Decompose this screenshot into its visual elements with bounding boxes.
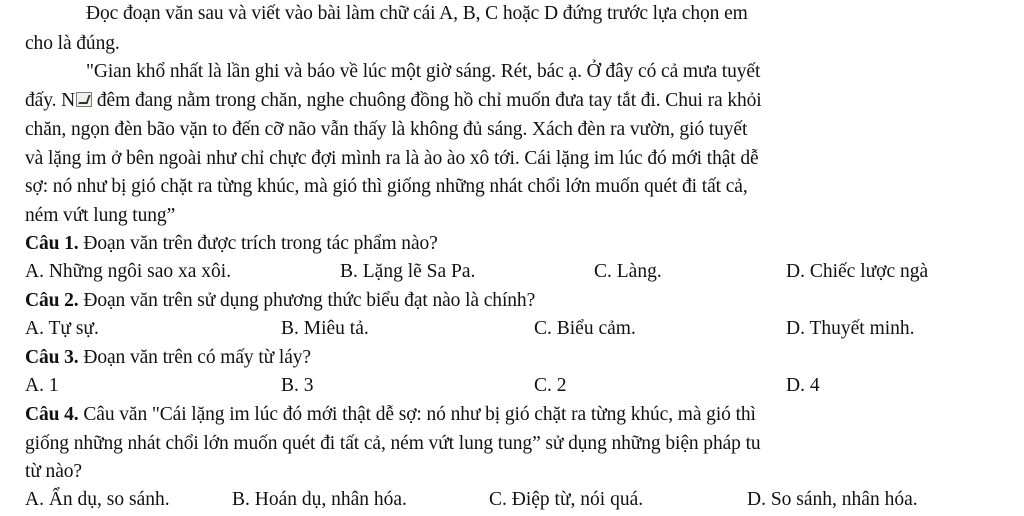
q4-option-c: C. Điệp từ, nói quá. (489, 489, 644, 510)
passage-line-6: ném vứt lung tung” (25, 205, 176, 226)
question-3-text: Đoạn văn trên có mấy từ láy? (78, 347, 311, 368)
question-1-label: Câu 1. (25, 233, 79, 254)
question-1-text: Đoạn văn trên được trích trong tác phẩm nào? (78, 233, 438, 254)
question-3-label: Câu 3. (25, 347, 79, 368)
question-2-text: Đoạn văn trên sử dụng phương thức biểu đạt nào là chính? (78, 290, 536, 311)
question-1 (25, 232, 438, 256)
question-4-text-line-2: giống những nhát chổi lớn muốn quét đi tất cả, ném vứt lung tung” sử dụng những biện pháp tu (25, 433, 761, 454)
q1-option-d: D. Chiếc lược ngà (786, 261, 929, 282)
q2-option-b: B. Miêu tả. (281, 318, 369, 339)
q2-option-a: A. Tự sự. (25, 318, 99, 339)
q4-option-b: B. Hoán dụ, nhân hóa. (232, 489, 407, 510)
q3-option-b: B. 3 (281, 375, 314, 396)
instruction-line-2: cho là đúng. (25, 33, 120, 54)
q3-option-d: D. 4 (786, 375, 820, 396)
passage-line-2-rest: đêm đang nằm trong chăn, nghe chuông đồng hồ chỉ muốn đưa tay tắt đi. Chui ra khỏi (92, 90, 762, 111)
question-4-label: Câu 4. (25, 404, 79, 425)
passage-line-1: "Gian khổ nhất là lần ghi và báo về lúc một giờ sáng. Rét, bác ạ. Ở đây có cả mưa tuyết (86, 61, 761, 82)
question-4-text-line-3: từ nào? (25, 461, 82, 482)
q1-option-c: C. Làng. (594, 261, 662, 282)
question-2 (25, 289, 535, 313)
q2-option-d: D. Thuyết minh. (786, 318, 915, 339)
q4-option-d: D. So sánh, nhân hóa. (747, 489, 918, 510)
q4-option-a: A. Ẩn dụ, so sánh. (25, 489, 170, 510)
question-4 (25, 403, 756, 427)
passage-line-5: sợ: nó như bị gió chặt ra từng khúc, mà gió thì giống những nhát chổi lớn muốn quét đi tất cả, (25, 176, 748, 197)
passage-line-2 (25, 89, 762, 113)
question-3 (25, 346, 311, 370)
q1-option-a: A. Những ngôi sao xa xôi. (25, 261, 232, 282)
passage-line-3: chăn, ngọn đèn bão vặn to đến cỡ não vẫn thấy là không đủ sáng. Xách đèn ra vườn, gió tuyết (25, 119, 748, 140)
q3-option-c: C. 2 (534, 375, 567, 396)
q1-option-b: B. Lặng lẽ Sa Pa. (340, 261, 476, 282)
question-2-label: Câu 2. (25, 290, 79, 311)
q2-option-c: C. Biểu cảm. (534, 318, 636, 339)
question-4-text-line-1: Câu văn "Cái lặng im lúc đó mới thật dễ sợ: nó như bị gió chặt ra từng khúc, mà gió thì (78, 404, 756, 425)
passage-line-4: và lặng im ở bên ngoài như chỉ chực đợi mình ra là ào ào xô tới. Cái lặng im lúc đó mới thật dễ (25, 148, 759, 169)
q3-option-a: A. 1 (25, 375, 59, 396)
edit-marker-icon (76, 92, 92, 107)
instruction-line-1: Đọc đoạn văn sau và viết vào bài làm chữ cái A, B, C hoặc D đứng trước lựa chọn em (86, 3, 748, 24)
passage-line-2-start: đấy. N (25, 90, 76, 111)
